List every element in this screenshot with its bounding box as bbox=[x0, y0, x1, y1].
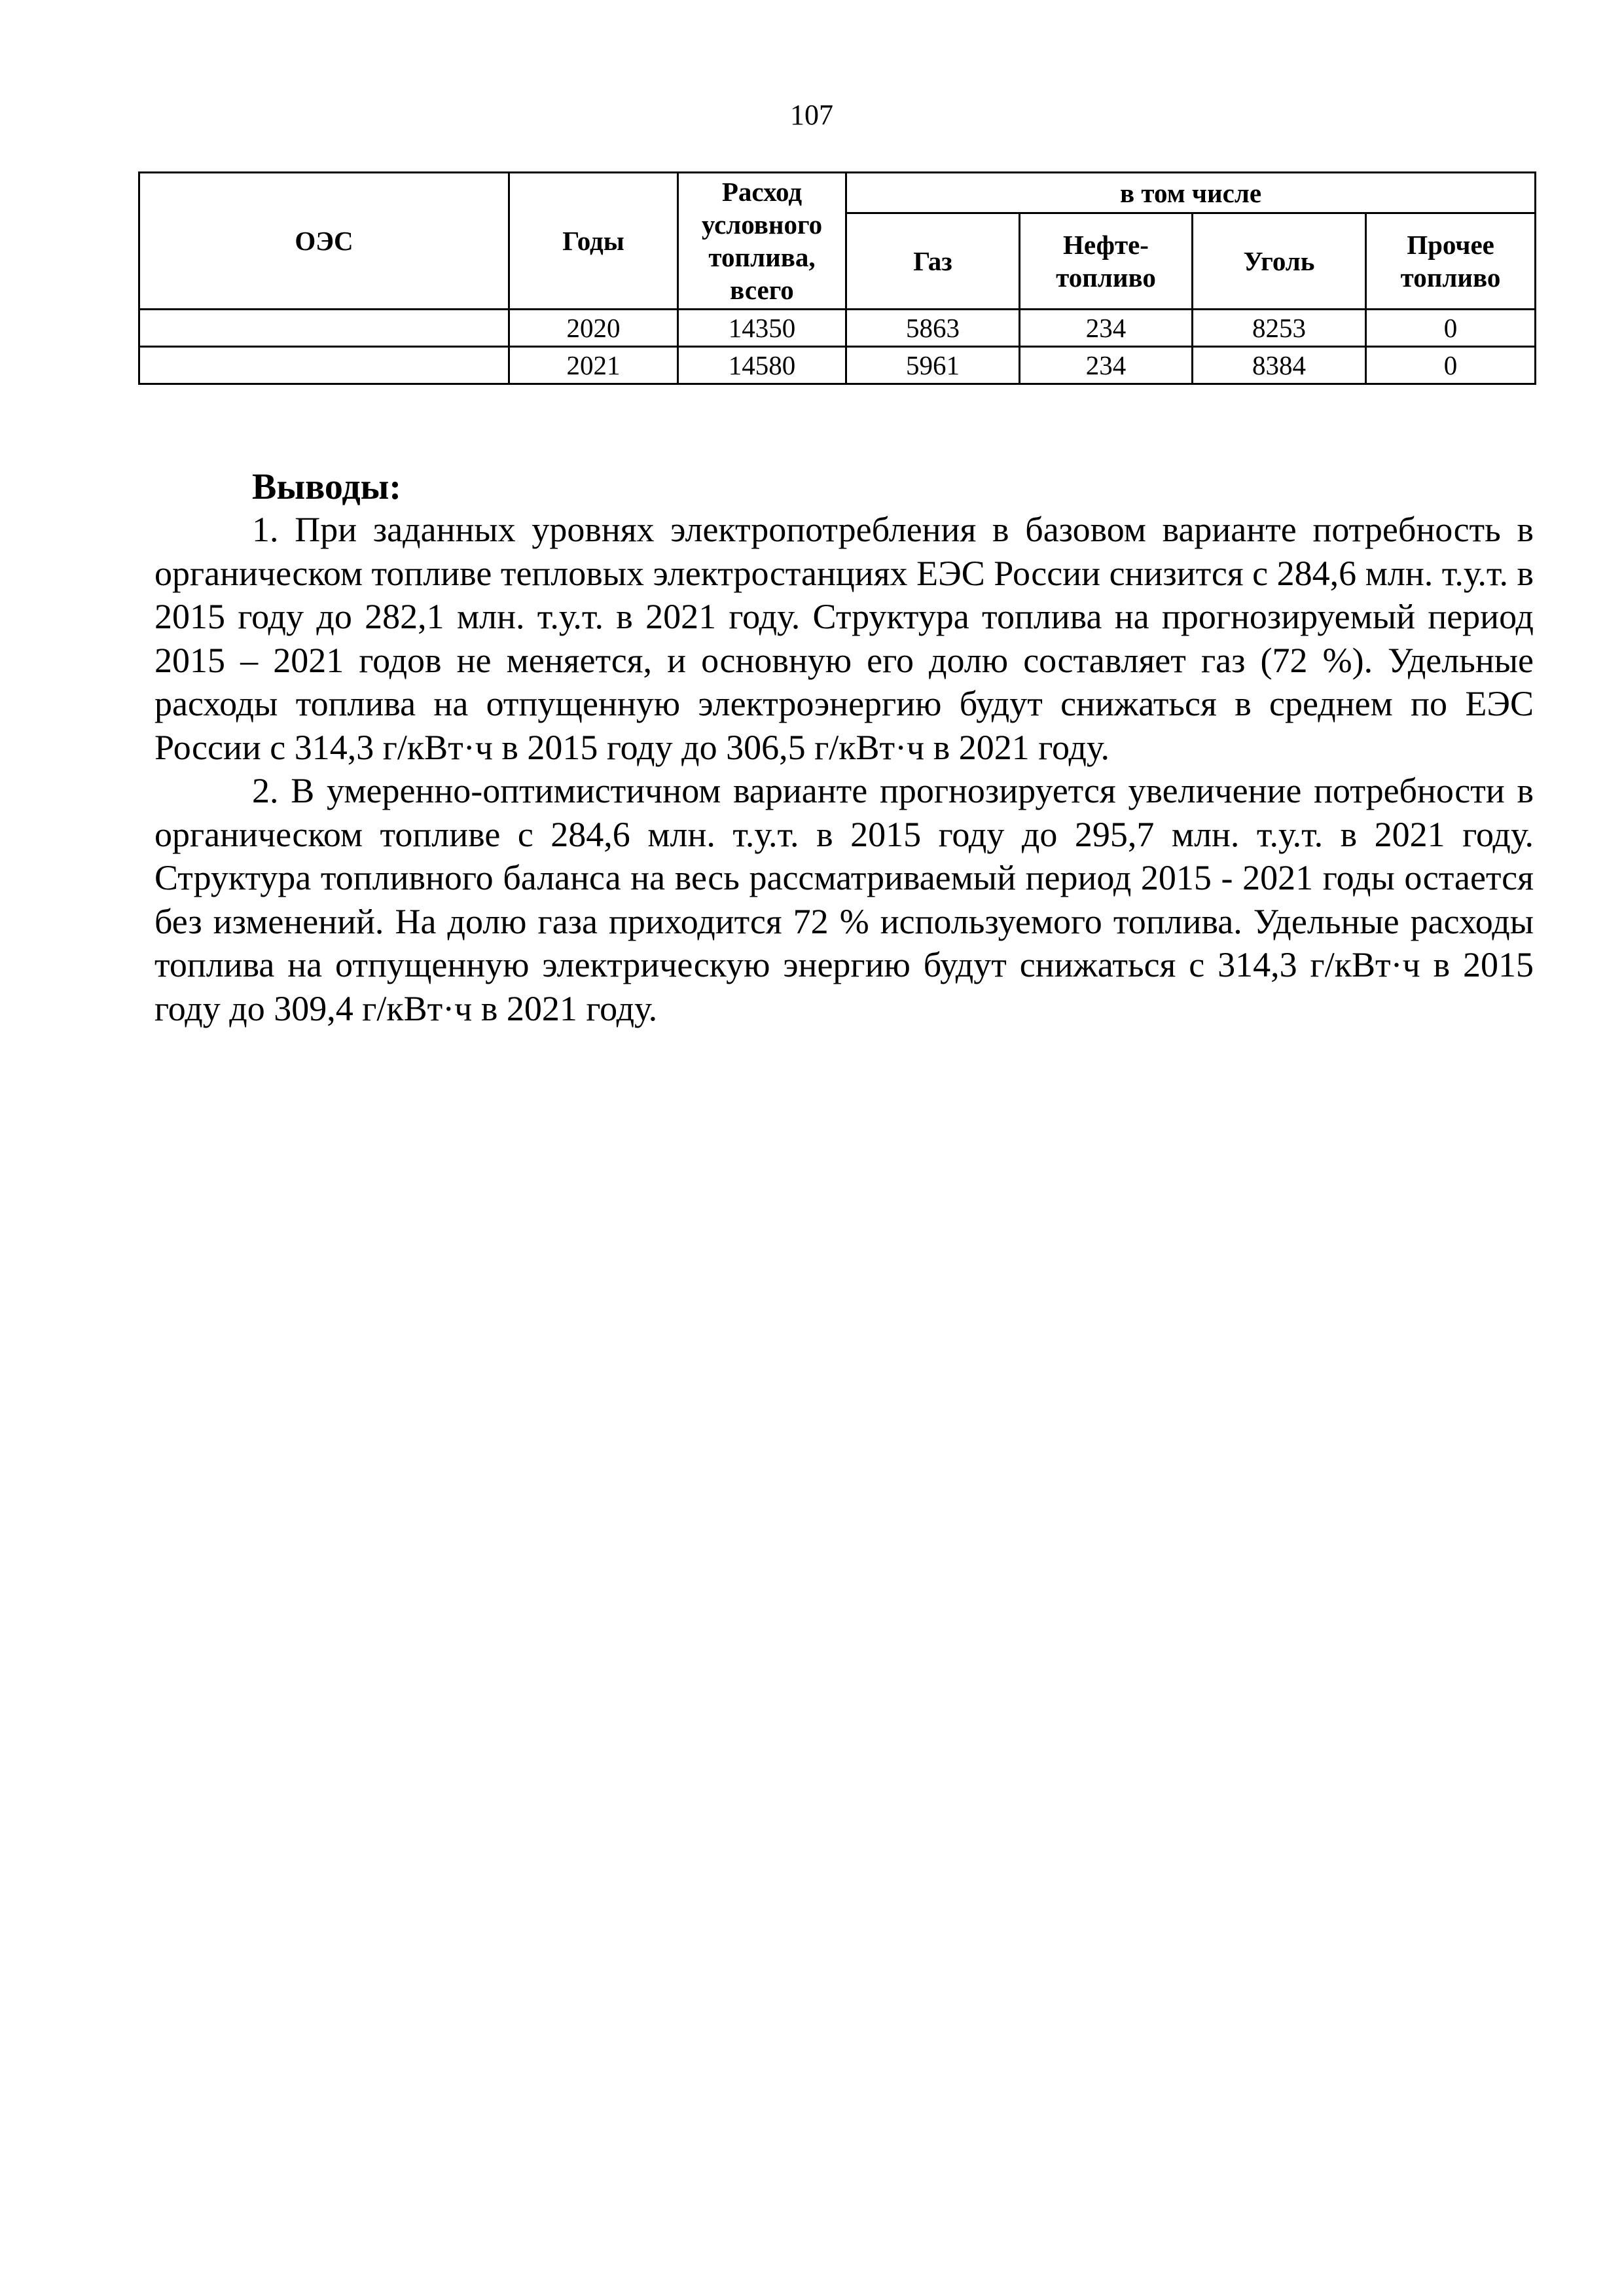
header-including: в том числе bbox=[846, 173, 1536, 213]
cell-oes bbox=[139, 347, 509, 384]
header-total-fuel: Расход условного топлива, всего bbox=[678, 173, 846, 310]
cell-total: 14350 bbox=[678, 310, 846, 347]
header-years: Годы bbox=[509, 173, 678, 310]
cell-year: 2021 bbox=[509, 347, 678, 384]
conclusion-paragraph-1: 1. При заданных уровнях электропотребления в базовом варианте потребность в органическом топливе тепловых электростанциях ЕЭС России снизится с 284,6 млн. т.у.т. в 2015 году до 282,1 млн. т.у.т. в 2021 году. Структура топлива на прогнозируемый период 2015 – 2021 годов не меняется, и основную его долю составляет газ (72 %). Удельные расходы топлива на отпущенную электроэнергию будут снижаться в среднем по ЕЭС России с 314,3 г/кВт·ч в 2015 году до 306,5 г/кВт·ч в 2021 году. bbox=[154, 510, 1534, 767]
cell-oil: 234 bbox=[1020, 310, 1193, 347]
cell-oil: 234 bbox=[1020, 347, 1193, 384]
cell-total: 14580 bbox=[678, 347, 846, 384]
header-oes: ОЭС bbox=[139, 173, 509, 310]
cell-oes bbox=[139, 310, 509, 347]
page-number: 107 bbox=[790, 99, 833, 131]
header-coal: Уголь bbox=[1193, 213, 1366, 310]
cell-gas: 5863 bbox=[846, 310, 1020, 347]
cell-other: 0 bbox=[1366, 347, 1536, 384]
fuel-consumption-table bbox=[138, 171, 1536, 385]
conclusion-paragraph-2: 2. В умеренно-оптимистичном варианте прогнозируется увеличение потребности в органическом топливе с 284,6 млн. т.у.т. в 2015 году до 295,7 млн. т.у.т. в 2021 году. Структура топливного баланса на весь рассматриваемый период 2015 - 2021 годы остается без изменений. На долю газа приходится 72 % используемого топлива. Удельные расходы топлива на отпущенную электрическую энергию будут снижаться с 314,3 г/кВт·ч в 2015 году до 309,4 г/кВт·ч в 2021 году. bbox=[154, 771, 1534, 1028]
header-gas: Газ bbox=[846, 213, 1020, 310]
conclusions-heading: Выводы: bbox=[252, 467, 402, 507]
cell-other: 0 bbox=[1366, 310, 1536, 347]
header-oil-fuel: Нефте-топливо bbox=[1020, 213, 1193, 310]
cell-year: 2020 bbox=[509, 310, 678, 347]
table-row bbox=[139, 347, 1536, 384]
table-row bbox=[139, 310, 1536, 347]
cell-gas: 5961 bbox=[846, 347, 1020, 384]
conclusions-section bbox=[154, 466, 1534, 1030]
cell-coal: 8253 bbox=[1193, 310, 1366, 347]
cell-coal: 8384 bbox=[1193, 347, 1366, 384]
header-other-fuel: Прочее топливо bbox=[1366, 213, 1536, 310]
